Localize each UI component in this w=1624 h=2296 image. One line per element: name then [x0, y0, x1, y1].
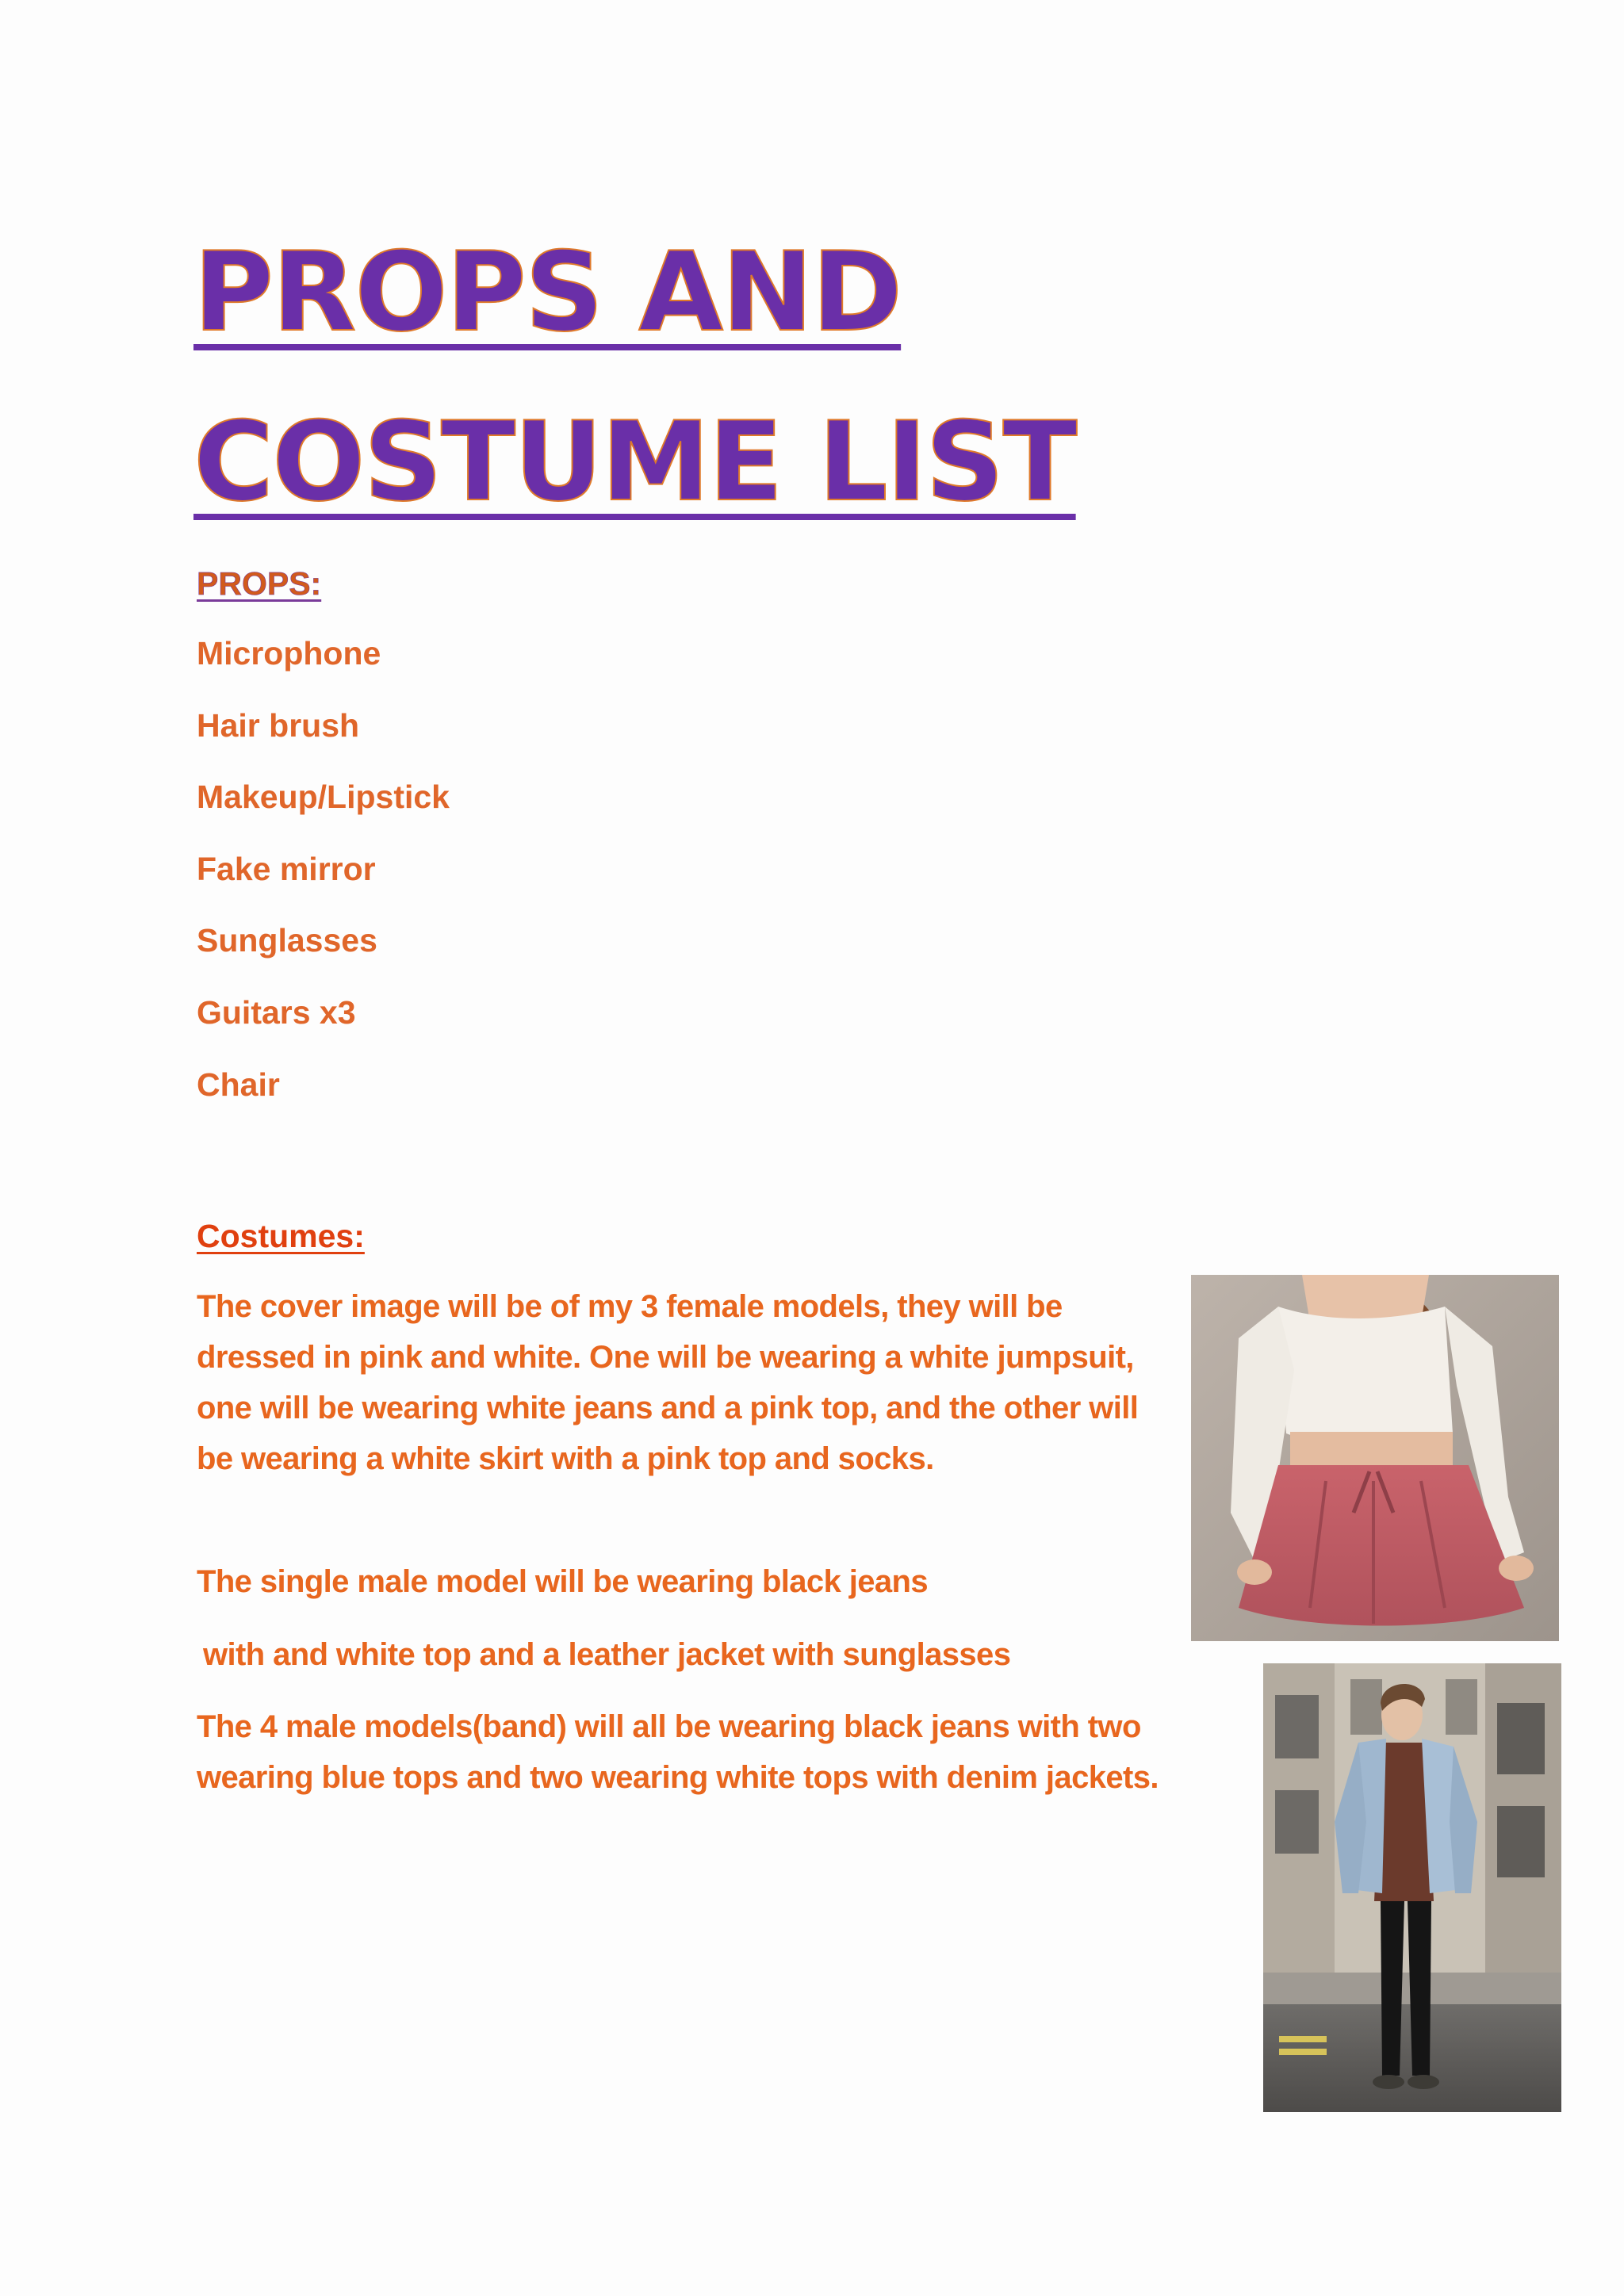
single-male-paragraph-continued: with and white top and a leather jacket with sunglasses	[203, 1637, 1011, 1672]
props-heading: PROPS:	[197, 565, 322, 602]
list-item: Sunglasses	[197, 922, 377, 959]
list-item: Microphone	[197, 635, 381, 672]
female-costume-photo	[1191, 1275, 1559, 1641]
document-title: PROPS AND COSTUME LIST	[193, 228, 1076, 526]
band-paragraph: The 4 male models(band) will all be wearing black jeans with two wearing blue tops and two wearing white tops with denim jackets.	[197, 1709, 1159, 1795]
costumes-heading: Costumes:	[197, 1218, 365, 1254]
props-list	[197, 634, 450, 1137]
single-male-paragraph: The single male model will be wearing black jeans	[197, 1564, 929, 1599]
list-item: Guitars x3	[197, 993, 356, 1031]
list-item: Chair	[197, 1066, 280, 1103]
list-item: Fake mirror	[197, 850, 376, 887]
female-models-paragraph: The cover image will be of my 3 female models, they will be dressed in pink and white. One will be wearing a white jumpsuit, one will be wearing white jeans and a pink top, and the other will be wearing a white skirt with a pink top and socks.	[197, 1289, 1139, 1476]
male-costume-photo	[1263, 1663, 1561, 2112]
list-item: Hair brush	[197, 706, 360, 744]
list-item: Makeup/Lipstick	[197, 779, 450, 816]
